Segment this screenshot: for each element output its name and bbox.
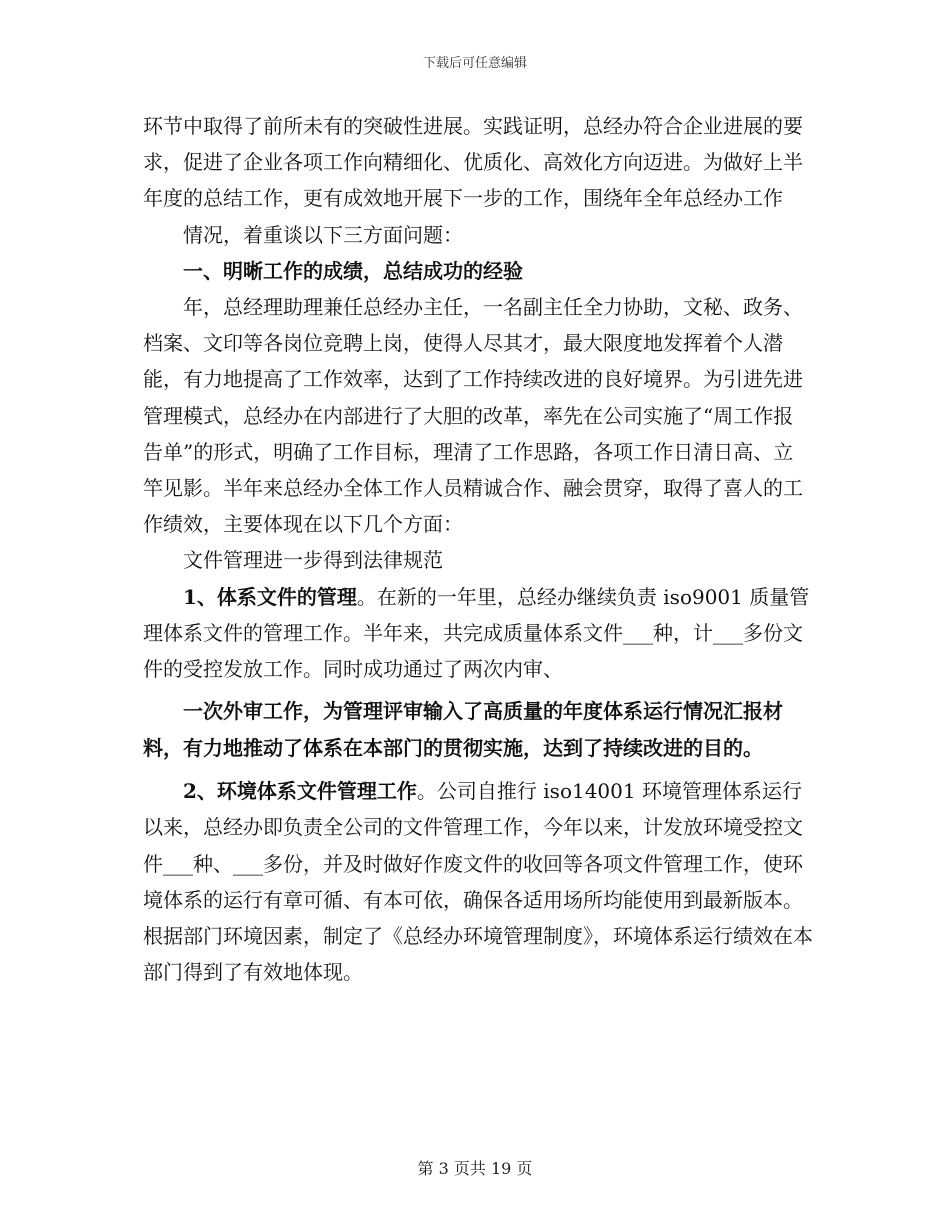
paragraph-7-lead: 2、环境体系文件管理工作 xyxy=(183,779,417,804)
paragraph-5-text: 。在新的一年里，总经办继续负责 iso9001 质量管理体系文件的管理工作。半年来，共完成质量体系文件___种，计___多份文件的受控发放工作。同时成功通过了两次内审、 xyxy=(143,584,810,682)
page-header: 下载后可任意编辑 xyxy=(422,56,527,71)
paragraph-4: 文件管理进一步得到法律规范 xyxy=(183,548,443,573)
paragraph-7 xyxy=(143,773,813,990)
document-body xyxy=(143,108,813,990)
paragraph-6: 一次外审工作，为管理评审输入了高质量的年度体系运行情况汇报材料，有力地推动了体系在本部门的贯彻实施，达到了持续改进的目的。 xyxy=(143,699,783,761)
paragraph-5 xyxy=(143,579,813,688)
section-heading-1: 一、明晰工作的成绩，总结成功的经验 xyxy=(183,258,523,283)
paragraph-5-lead: 1、体系文件的管理 xyxy=(183,584,357,609)
paragraph-2: 情况，着重谈以下三方面问题： xyxy=(183,222,463,247)
paragraph-3: 年，总经理助理兼任总经办主任，一名副主任全力协助，文秘、政务、档案、文印等各岗位竞聘上岗，使得人尽其才，最大限度地发挥着个人潜能，有力地提高了工作效率，达到了工作持续改进的良好境界。为引进先进管理模式，总经办在内部进行了大胆的改革，率先在公司实施了“周工作报告单”的形式，明确了工作目标，理清了工作思路，各项工作日清日高、立竿见影。半年来总经办全体工作人员精诚合作、融会贯穿，取得了喜人的工作绩效，主要体现在以下几个方面： xyxy=(143,295,803,537)
paragraph-7-text: 。公司自推行 iso14001 环境管理体系运行以来，总经办即负责全公司的文件管理工作，今年以来，计发放环境受控文件___种、___多份，并及时做好作废文件的收回等各项文件管理工作，使环境体系的运行有章可循、有本可依，确保各适用场所均能使用到最新版本。根据部门环境因素，制定了《总经办环境管理制度》，环境体系运行绩效在本部门得到了有效地体现。 xyxy=(143,779,813,985)
paragraph-1: 环节中取得了前所未有的突破性进展。实践证明，总经办符合企业进展的要求，促进了企业各项工作向精细化、优质化、高效化方向迈进。为做好上半年度的总结工作，更有成效地开展下一步的工作，围绕年全年总经办工作 xyxy=(143,114,803,211)
page-footer: 第 3 页共 19 页 xyxy=(417,1159,533,1178)
